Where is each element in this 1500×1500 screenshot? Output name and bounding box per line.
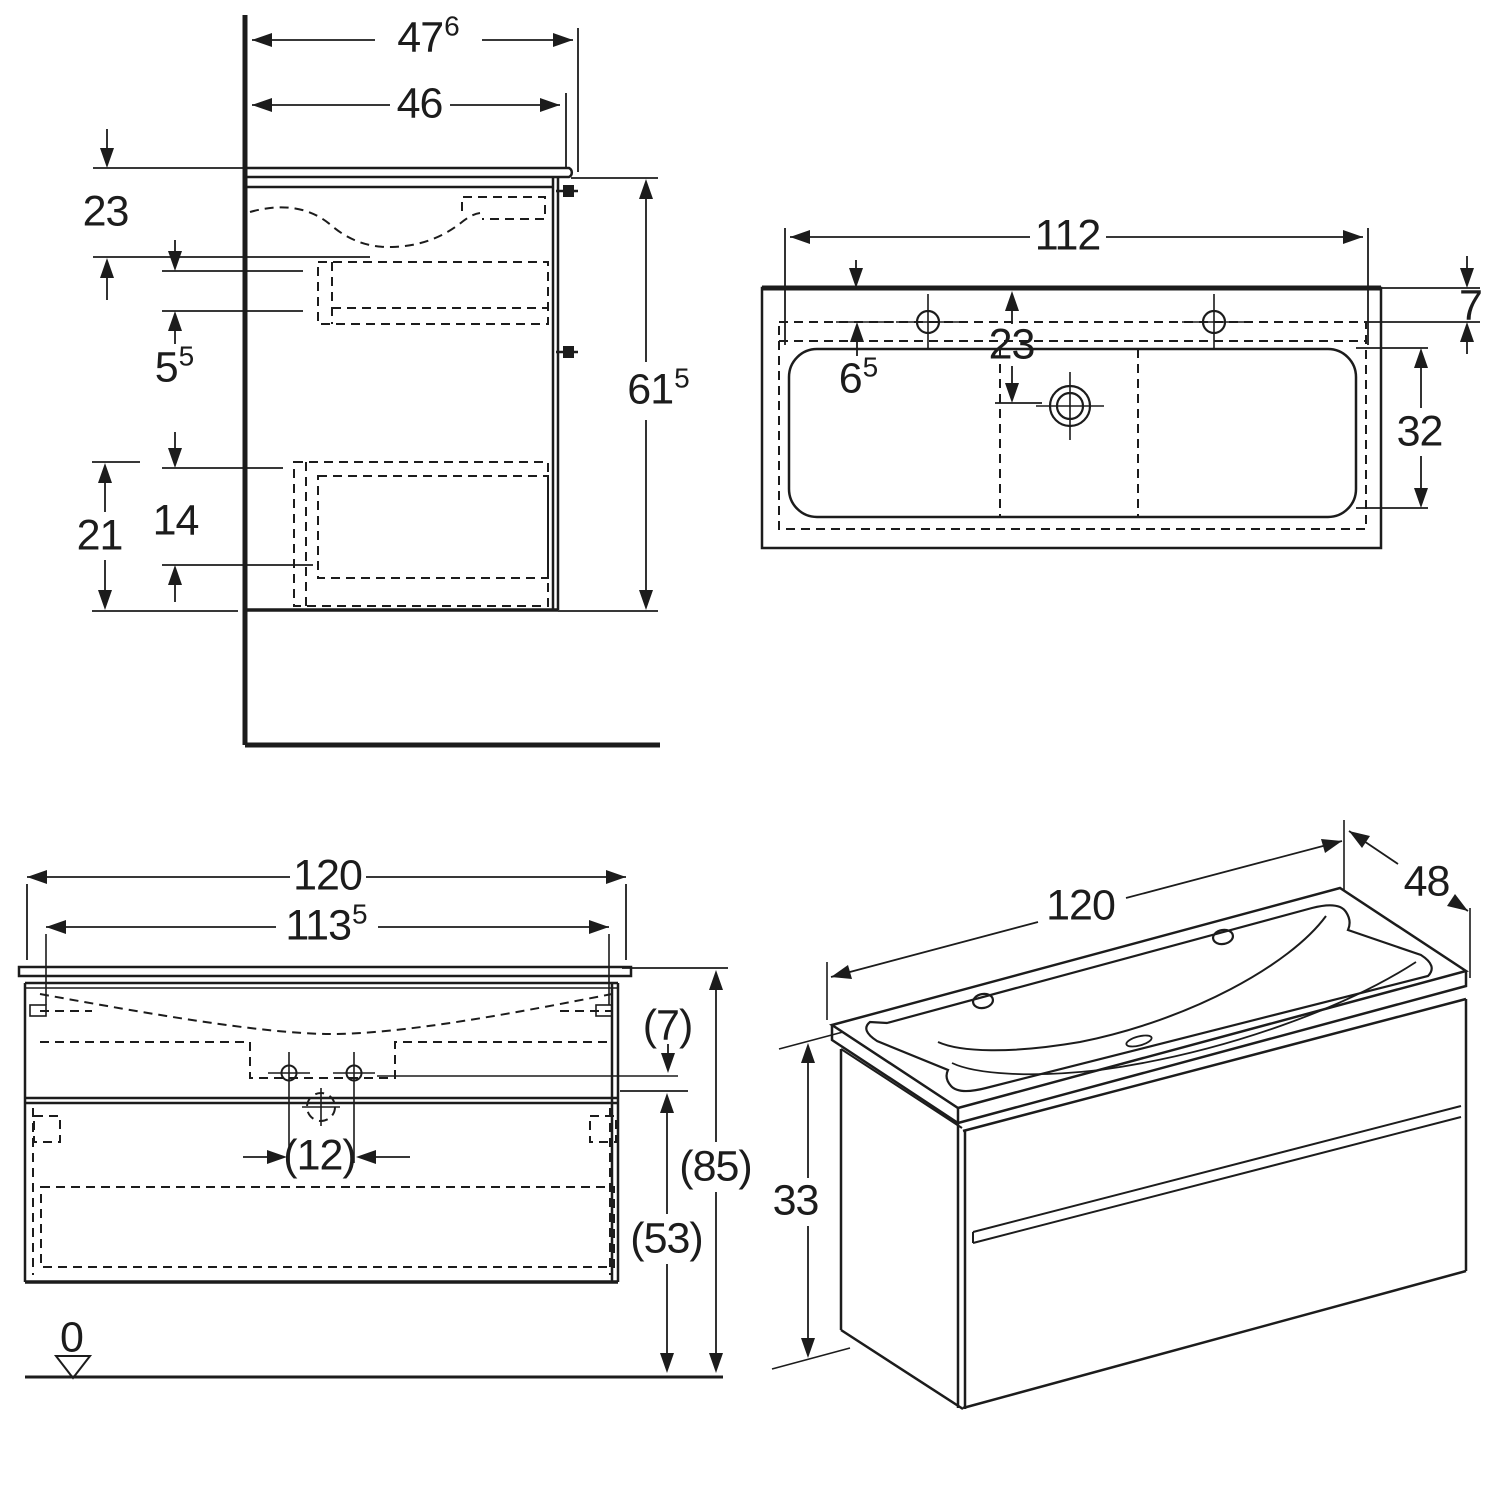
dim-label-side-lower-clear: 21: [76, 511, 123, 560]
dim-label-top-tap-offset: 6 5: [838, 351, 878, 403]
dim-side-basin-height: [93, 129, 370, 300]
iso-tap-hole-left: [972, 992, 994, 1009]
side-lower-drawer-dashed: [294, 462, 548, 606]
side-countertop: [245, 168, 572, 177]
side-upper-drawer-dashed: [318, 262, 548, 324]
dim-label-front-tap-spacing: (12): [283, 1131, 356, 1180]
dim-label-iso-depth: 48: [1403, 857, 1450, 906]
fixing-clip: [556, 185, 578, 358]
isometric-view: [772, 820, 1470, 1409]
dim-label-front-total-height: (85): [679, 1142, 752, 1191]
dim-label-iso-height: 33: [772, 1176, 819, 1225]
dim-label-side-top-width: 47 6: [397, 10, 459, 62]
dim-top-tap-offset: [849, 260, 864, 356]
dim-label-side-gap: 5 5: [154, 340, 194, 392]
dim-side-gap: [162, 240, 303, 344]
iso-basin-rim: [866, 905, 1431, 1091]
dim-label-front-basin-width: 113 5: [285, 898, 367, 950]
dim-label-front-total-width: 120: [293, 851, 362, 900]
side-basin-dashed: [250, 197, 545, 247]
drain-hole: [1036, 372, 1104, 440]
dim-label-side-basin-height: 23: [82, 187, 129, 236]
dim-label-front-datum: 0: [60, 1313, 83, 1362]
dim-label-side-height: 61 5: [627, 362, 689, 414]
dim-label-front-apron: (7): [642, 1001, 693, 1050]
dim-label-top-drain-offset: 23: [988, 320, 1035, 369]
dim-label-front-clearance: (53): [630, 1214, 703, 1263]
dim-label-top-basin-depth: 32: [1396, 407, 1443, 456]
basin-dividers: [1000, 349, 1138, 517]
dim-label-top-rim: 7: [1459, 281, 1482, 330]
iso-tap-hole-right: [1212, 928, 1234, 945]
front-countertop: [19, 967, 631, 976]
dim-label-top-width: 112: [1034, 211, 1101, 260]
iso-countertop-top: [832, 888, 1466, 1108]
dim-label-side-drawer: 14: [152, 496, 199, 545]
dim-label-iso-width: 120: [1046, 881, 1115, 930]
dim-label-side-cab-depth: 46: [396, 79, 443, 128]
iso-drawer-separation: [973, 1106, 1461, 1243]
front-elevation-view: [19, 870, 728, 1378]
